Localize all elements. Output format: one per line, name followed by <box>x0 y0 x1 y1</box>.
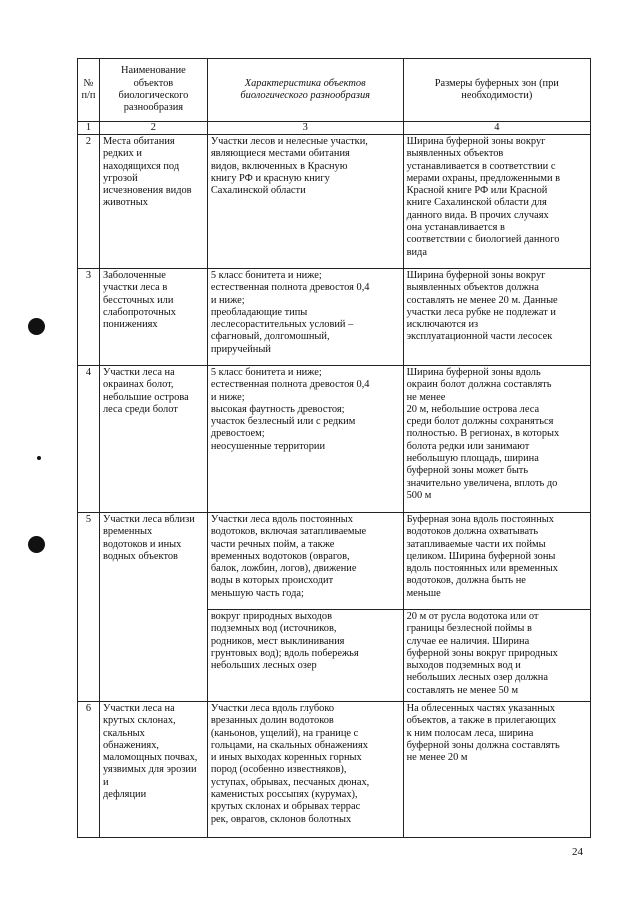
row-number: 4 <box>78 366 100 513</box>
row-characteristics: Участки леса вдоль постоянных водотоков, включая затапливаемые части речных пойм, а также временных водотоков (оврагов, балок, ложбин, логов), движение воды в которых происходит меньшую часть года; <box>207 513 403 610</box>
row-object-name: Участки леса на окраинах болот, небольшие острова леса среди болот <box>99 366 207 513</box>
biodiversity-buffer-table <box>77 58 591 838</box>
header-characteristics: Характеристика объектов биологического разнообразия <box>207 59 403 122</box>
row-buffer-size: Буферная зона вдоль постоянных водотоков должна охватывать затапливаемые части их поймы целиком. Ширина буферной зоны вдоль постоянных или временных водотоков, должна быть не меньше <box>403 513 590 610</box>
column-index: 3 <box>207 122 403 135</box>
column-index: 4 <box>403 122 590 135</box>
punch-hole-mark <box>37 456 41 460</box>
table-row <box>78 702 591 838</box>
punch-hole-mark <box>28 318 45 335</box>
row-object-name: Участки леса вблизи временных водотоков и иных водных объектов <box>99 513 207 702</box>
row-number: 2 <box>78 135 100 269</box>
row-buffer-size: Ширина буферной зоны вдоль окраин болот должна составлять не менее 20 м, небольшие острова леса среди болот должны сохраняться полностью. В регионах, в которых болота редки или занимают небольшую площадь, ширина буферной зоны может быть значительно увеличена, вплоть до 500 м <box>403 366 590 513</box>
row-number: 6 <box>78 702 100 838</box>
table-row <box>78 366 591 513</box>
row-object-name: Места обитания редких и находящихся под угрозой исчезновения видов животных <box>99 135 207 269</box>
column-index: 1 <box>78 122 100 135</box>
row-characteristics: 5 класс бонитета и ниже; естественная полнота древостоя 0,4 и ниже; преобладающие типы леслесорастительных условий – сфагновый, долгомошный, приручейный <box>207 269 403 366</box>
row-characteristics: Участки лесов и нелесные участки, являющиеся местами обитания видов, включенных в Красную книгу РФ и красную книгу Сахалинской области <box>207 135 403 269</box>
column-index: 2 <box>99 122 207 135</box>
table-header-row <box>78 59 591 122</box>
row-buffer-size: Ширина буферной зоны вокруг выявленных объектов должна составлять не менее 20 м. Данные участки леса рубке не подлежат и исключаются из эксплуатационной части лесосек <box>403 269 590 366</box>
row-buffer-size: Ширина буферной зоны вокруг выявленных объектов устанавливается в соответствии с мерами охраны, предложенными в Красной книге РФ или Красной книге Сахалинской области для данного вида. В прочих случаях она устанавливается в соответствии с биологией данного вида <box>403 135 590 269</box>
table-row <box>78 513 591 610</box>
row-object-name: Участки леса на крутых склонах, скальных обнажениях, маломощных почвах, уязвимых для эрозии и дефляции <box>99 702 207 838</box>
row-characteristics: Участки леса вдоль глубоко врезанных долин водотоков (каньонов, ущелий), на границе с гольцами, на скальных обнажениях и иных выходах коренных горных пород (особенно известняков), уступах, обрывах, песчаных дюнах, каменистых россыпях (курумах), крутых склонах и обрывах террас рек, оврагов, склонов болотных <box>207 702 403 838</box>
row-buffer-size: 20 м от русла водотока или от границы безлесной поймы в случае ее наличия. Ширина буферной зоны вокруг природных выходов подземных вод и небольших лесных озер должна составлять не менее 50 м <box>403 610 590 702</box>
table-row <box>78 269 591 366</box>
header-number: № п/п <box>78 59 100 122</box>
table-row <box>78 135 591 269</box>
row-characteristics: вокруг природных выходов подземных вод (источников, родников, мест выклинивания грунтовых вод); вдоль побережья небольших лесных озер <box>207 610 403 702</box>
row-number: 5 <box>78 513 100 702</box>
row-number: 3 <box>78 269 100 366</box>
row-buffer-size: На облесенных частях указанных объектов, а также в прилегающих к ним полосам леса, ширина буферной зоны должна составлять не менее 20 м <box>403 702 590 838</box>
header-buffer-size: Размеры буферных зон (при необходимости) <box>403 59 590 122</box>
row-object-name: Заболоченные участки леса в бессточных или слабопроточных понижениях <box>99 269 207 366</box>
page-number: 24 <box>572 846 583 858</box>
header-object-name: Наименование объектов биологического разнообразия <box>99 59 207 122</box>
punch-hole-mark <box>28 536 45 553</box>
column-index-row <box>78 122 591 135</box>
row-characteristics: 5 класс бонитета и ниже; естественная полнота древостоя 0,4 и ниже; высокая фаутность древостоя; участок безлесный или с редким древостоем; неосушенные территории <box>207 366 403 513</box>
